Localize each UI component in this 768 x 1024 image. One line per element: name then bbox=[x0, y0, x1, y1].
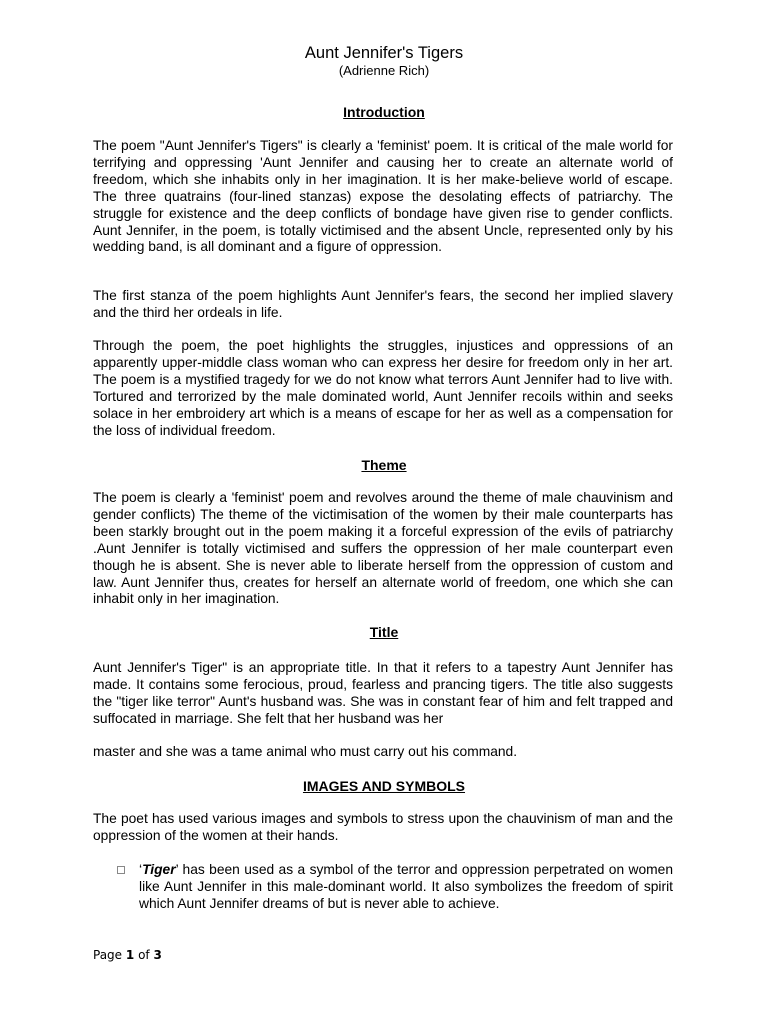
footer-total-pages: 3 bbox=[153, 948, 162, 962]
bullet-box-icon bbox=[117, 866, 125, 874]
footer-of-word: of bbox=[138, 948, 150, 962]
introduction-paragraph-2: The first stanza of the poem highlights Aunt Jennifer's fears, the second her implied slavery and the third her ordeals in life. bbox=[93, 288, 673, 320]
bullet-body: has been used as a symbol of the terror and oppression perpetrated on women like Aunt Jennifer in this male-dominant world. It also symbolizes the freedom of spirit which Aunt Jennifer dreams of but is never able to achieve. bbox=[139, 862, 673, 911]
introduction-paragraph-1: The poem "Aunt Jennifer's Tigers" is clearly a 'feminist' poem. It is critical of the male world for terrifying and oppressing 'Aunt Jennifer and causing her to create an alternate world of freedom, which she inhabits only in her imagination. It is her make-believe world of escape. The three quatrains (four-lined stanzas) expose the desolating effects of patriarchy. The struggle for existence and the deep conflicts of bondage have given rise to gender conflicts. Aunt Jennifer, in the poem, is totally victimised and the absent Uncle, represented only by his wedding band, is all dominant and a figure of oppression. bbox=[93, 138, 673, 255]
open-quote: ‘ bbox=[139, 862, 143, 877]
introduction-heading: Introduction bbox=[343, 104, 425, 120]
document-title: Aunt Jennifer's Tigers bbox=[304, 44, 464, 62]
title-paragraph-tail: master and she was a tame animal who must carry out his command. bbox=[93, 744, 518, 759]
footer-page-word: Page bbox=[93, 948, 123, 962]
theme-paragraph: The poem is clearly a 'feminist' poem and revolves around the theme of male chauvinism and gender conflicts) The theme of the victimisation of the women by their male counterparts has been starkly brought out in the poem making it a forceful expression of the evils of patriarchy .Aunt Jennifer is totally victimised and suffers the oppression of her male counterpart even though he is absent. She is never able to liberate herself from the oppression of custom and law. Aunt Jennifer thus, creates for herself an alternate world of freedom, one which she can inhabit only in her imagination. bbox=[93, 490, 673, 607]
theme-heading: Theme bbox=[361, 457, 407, 473]
title-paragraph: Aunt Jennifer's Tiger" is an appropriate title. In that it refers to a tapestry Aunt Jennifer has made. It contains some ferocious, proud, fearless and prancing tigers. The title also suggests the "tiger like terror" Aunt's husband was. She was in constant fear of him and felt trapped and suffocated in marriage. She felt that her husband was her bbox=[93, 660, 673, 726]
footer-current-page: 1 bbox=[125, 948, 135, 962]
images-symbols-intro: The poet has used various images and symbols to stress upon the chauvinism of man and the oppression of the women at their hands. bbox=[93, 811, 673, 843]
title-heading: Title bbox=[369, 624, 399, 640]
images-symbols-heading: IMAGES AND SYMBOLS bbox=[302, 778, 466, 794]
page-footer bbox=[93, 947, 162, 963]
bullet-text bbox=[139, 862, 673, 913]
document-author: (Adrienne Rich) bbox=[338, 63, 430, 78]
introduction-paragraph-3: Through the poem, the poet highlights the struggles, injustices and oppressions of an apparently upper-middle class woman who can express her desire for freedom only in her art. The poem is a mystified tragedy for we do not know what terrors Aunt Jennifer had to live with. Tortured and terrorized by the male dominated world, Aunt Jennifer recoils within and seeks solace in her embroidery art which is a means of escape for her as well as a compensation for the loss of individual freedom. bbox=[93, 338, 673, 438]
bullet-keyword: Tiger bbox=[142, 862, 176, 877]
close-quote: ’ bbox=[175, 862, 179, 877]
